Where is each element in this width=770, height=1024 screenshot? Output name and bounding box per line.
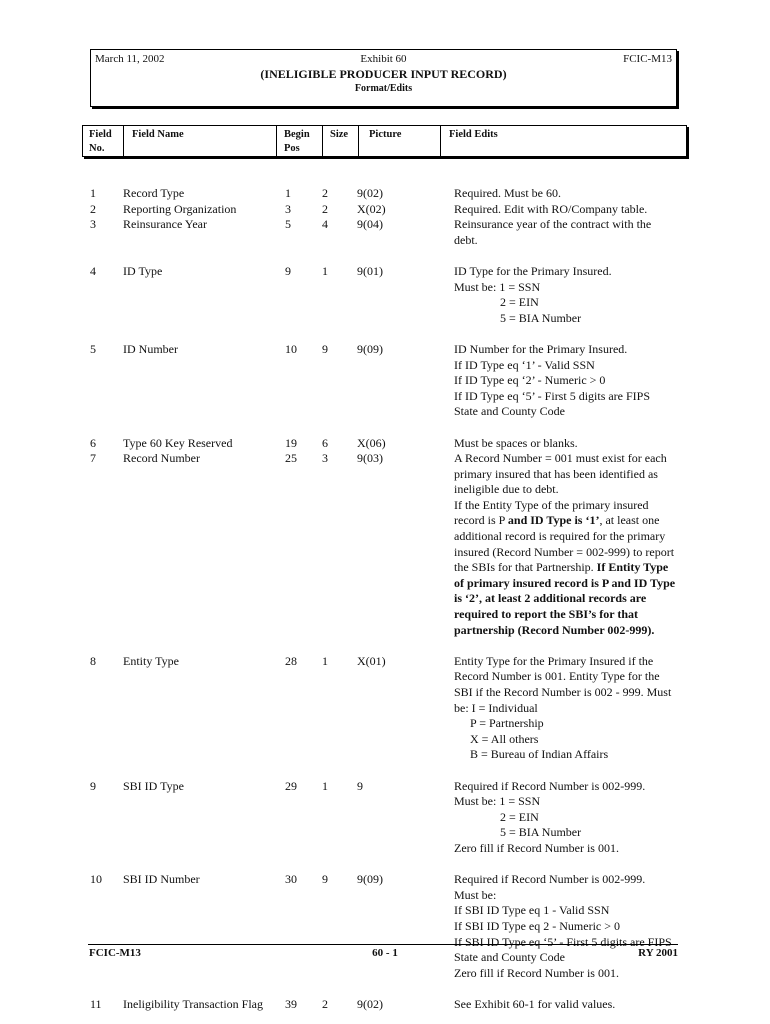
table-row xyxy=(0,654,770,763)
field-size: 2 xyxy=(322,186,328,200)
begin-pos: 3 xyxy=(285,201,291,216)
footer-left: FCIC-M13 xyxy=(89,947,141,959)
field-no: 1 xyxy=(90,186,96,200)
field-edits xyxy=(454,872,679,981)
field-edits xyxy=(454,997,679,1013)
field-edit-line: insured (Record Number = 002-999) to report xyxy=(454,544,675,559)
field-edit-line: ineligible due to debt. xyxy=(454,482,559,497)
field-name: Reporting Organization xyxy=(123,201,237,216)
field-edit-fragment: If Entity Type xyxy=(596,560,669,575)
field-edit-line: required to report the SBI’s for that xyxy=(454,607,638,622)
field-edit-line: Must be: 1 = SSN xyxy=(454,794,541,809)
begin-pos: 19 xyxy=(285,435,297,450)
field-edit-line: primary insured that has been identified as xyxy=(454,466,658,481)
column-header-row xyxy=(82,125,687,157)
field-no: 2 xyxy=(90,201,96,216)
footer-right: RY 2001 xyxy=(638,947,678,959)
field-name: Record Type xyxy=(123,186,185,200)
field-edit-line: If SBI ID Type eq 2 - Numeric > 0 xyxy=(454,918,621,933)
picture: 9(03) xyxy=(357,451,383,466)
begin-pos: 10 xyxy=(285,341,297,356)
table-row xyxy=(0,436,770,452)
field-edit-line: SBI if the Record Number is 002 - 999. Must xyxy=(454,685,672,699)
field-no: 5 xyxy=(90,341,96,356)
begin-pos: 28 xyxy=(285,653,297,668)
field-edit-line: Required. Edit with RO/Company table. xyxy=(454,201,648,216)
field-edit-line: If SBI ID Type eq ‘5’ - First 5 digits are FIPS xyxy=(454,934,672,949)
begin-pos: 25 xyxy=(285,451,297,466)
field-name: SBI ID Number xyxy=(123,872,200,887)
field-no: 4 xyxy=(90,263,96,278)
field-no: 6 xyxy=(90,435,96,450)
table-row xyxy=(0,186,770,202)
field-edit-line: State and County Code xyxy=(454,950,565,965)
begin-pos: 5 xyxy=(285,217,291,232)
field-size: 9 xyxy=(322,341,328,356)
col-field-no-line2: No. xyxy=(89,143,105,154)
page-title: (INELIGIBLE PRODUCER INPUT RECORD) xyxy=(260,67,507,81)
picture: X(06) xyxy=(357,435,386,450)
table-row xyxy=(0,264,770,326)
field-edits xyxy=(454,202,679,218)
picture: X(02) xyxy=(357,201,386,216)
field-edit-line: P = Partnership xyxy=(470,716,544,731)
col-begin-pos-line1: Begin xyxy=(284,129,310,140)
field-edit-line: ID Type for the Primary Insured. xyxy=(454,263,612,278)
field-edit-line: partnership (Record Number 002-999). xyxy=(454,622,655,637)
begin-pos: 29 xyxy=(285,778,297,793)
field-size: 6 xyxy=(322,435,328,450)
picture: 9(01) xyxy=(357,263,383,278)
table-row xyxy=(0,217,770,248)
picture: 9(09) xyxy=(357,341,383,356)
field-edit-line: Required. Must be 60. xyxy=(454,186,561,200)
field-edit-line: additional record is required for the primary xyxy=(454,529,666,544)
field-size: 1 xyxy=(322,778,328,793)
table-row xyxy=(0,779,770,857)
field-table-body xyxy=(0,186,770,1012)
field-no: 8 xyxy=(90,653,96,668)
field-name: Ineligibility Transaction Flag xyxy=(123,996,263,1011)
footer-rule xyxy=(88,944,678,945)
field-edit-line: Zero fill if Record Number is 001. xyxy=(454,965,619,980)
field-size: 1 xyxy=(322,263,328,278)
footer-page-number: 60 - 1 xyxy=(372,947,398,959)
field-edit-line: If ID Type eq ‘2’ - Numeric > 0 xyxy=(454,373,606,388)
field-name: Type 60 Key Reserved xyxy=(123,435,233,450)
begin-pos: 39 xyxy=(285,996,297,1011)
col-begin-pos-line2: Pos xyxy=(284,143,300,154)
field-size: 9 xyxy=(322,872,328,887)
field-size: 4 xyxy=(322,217,328,232)
field-edit-line: Required if Record Number is 002-999. xyxy=(454,872,646,887)
col-field-no xyxy=(83,126,124,156)
field-edit-line: debt. xyxy=(454,232,478,247)
field-no: 11 xyxy=(90,996,102,1011)
field-edits xyxy=(454,264,679,326)
col-field-no-line1: Field xyxy=(89,129,112,140)
page-header-box xyxy=(90,49,677,107)
picture: 9(02) xyxy=(357,996,383,1011)
picture: 9 xyxy=(357,778,363,793)
field-edit-line: See Exhibit 60-1 for valid values. xyxy=(454,996,616,1011)
table-row xyxy=(0,342,770,420)
begin-pos: 9 xyxy=(285,263,291,278)
table-row xyxy=(0,202,770,218)
field-edit-line: 5 = BIA Number xyxy=(500,310,582,325)
field-edits xyxy=(454,779,679,857)
col-field-edits: Field Edits xyxy=(449,129,498,140)
field-edit-line: Must be spaces or blanks. xyxy=(454,435,578,450)
field-edit-fragment: , at least one xyxy=(599,513,660,528)
header-date: March 11, 2002 xyxy=(95,53,165,65)
field-edit-line: If the Entity Type of the primary insured xyxy=(454,497,649,512)
field-name: SBI ID Type xyxy=(123,778,184,793)
field-edit-line: of primary insured record is P and ID Type xyxy=(454,575,676,590)
table-row xyxy=(0,451,770,638)
field-size: 2 xyxy=(322,996,328,1011)
page-subtitle: Format/Edits xyxy=(354,83,413,94)
field-size: 1 xyxy=(322,653,328,668)
field-edit-line: A Record Number = 001 must exist for each xyxy=(454,451,667,466)
field-size: 3 xyxy=(322,451,328,466)
field-edit-line: ID Number for the Primary Insured. xyxy=(454,341,628,356)
col-begin-pos xyxy=(277,126,323,156)
header-exhibit: Exhibit 60 xyxy=(360,53,407,65)
begin-pos: 30 xyxy=(285,872,297,887)
picture: X(01) xyxy=(357,653,386,668)
field-edit-line: Entity Type for the Primary Insured if the xyxy=(454,653,654,668)
field-edits xyxy=(454,451,679,638)
field-edits xyxy=(454,217,679,248)
field-edit-line xyxy=(454,513,679,529)
table-row xyxy=(0,997,770,1013)
field-edit-line: Reinsurance year of the contract with the xyxy=(454,217,652,232)
field-no: 9 xyxy=(90,778,96,793)
field-edit-line: If ID Type eq ‘5’ - First 5 digits are FIPS xyxy=(454,388,651,403)
field-name: Entity Type xyxy=(123,653,179,668)
field-edit-line: Must be: xyxy=(454,887,497,902)
field-no: 10 xyxy=(90,872,102,887)
field-edit-line xyxy=(454,560,679,576)
field-edit-line: Required if Record Number is 002-999. xyxy=(454,778,646,793)
field-edits xyxy=(454,186,679,202)
field-edit-line: B = Bureau of Indian Affairs xyxy=(470,747,609,762)
field-edit-line: Zero fill if Record Number is 001. xyxy=(454,840,619,855)
field-edit-line: 5 = BIA Number xyxy=(500,825,582,840)
col-picture: Picture xyxy=(359,126,441,156)
field-edit-line: Must be: 1 = SSN xyxy=(454,279,541,294)
field-edits xyxy=(454,436,679,452)
picture: 9(04) xyxy=(357,217,383,232)
field-name: Record Number xyxy=(123,451,200,466)
field-edit-line: be: I = Individual xyxy=(454,700,538,715)
picture: 9(02) xyxy=(357,186,383,200)
field-edit-line: If ID Type eq ‘1’ - Valid SSN xyxy=(454,357,595,372)
field-no: 3 xyxy=(90,217,96,232)
begin-pos: 1 xyxy=(285,186,291,200)
table-row xyxy=(0,872,770,981)
field-edit-fragment: record is P xyxy=(454,513,508,528)
field-size: 2 xyxy=(322,201,328,216)
col-field-name: Field Name xyxy=(124,126,277,156)
field-name: Reinsurance Year xyxy=(123,217,207,232)
field-name: ID Type xyxy=(123,263,163,278)
field-edit-line: 2 = EIN xyxy=(500,809,539,824)
field-edit-line: If SBI ID Type eq 1 - Valid SSN xyxy=(454,903,610,918)
field-edits xyxy=(454,654,679,763)
field-name: ID Number xyxy=(123,341,178,356)
field-no: 7 xyxy=(90,451,96,466)
col-size: Size xyxy=(323,126,359,156)
field-edit-line: 2 = EIN xyxy=(500,295,539,310)
header-code: FCIC-M13 xyxy=(623,53,672,65)
field-edit-line: State and County Code xyxy=(454,404,565,419)
field-edits xyxy=(454,342,679,420)
picture: 9(09) xyxy=(357,872,383,887)
field-edit-line: is ‘2’, at least 2 additional records are xyxy=(454,591,647,606)
field-edit-fragment: and ID Type is ‘1’ xyxy=(507,513,600,528)
field-edit-fragment: the SBIs for that Partnership. xyxy=(454,560,597,575)
field-edit-line: Record Number is 001. Entity Type for the xyxy=(454,669,660,684)
field-edit-line: X = All others xyxy=(470,731,539,746)
